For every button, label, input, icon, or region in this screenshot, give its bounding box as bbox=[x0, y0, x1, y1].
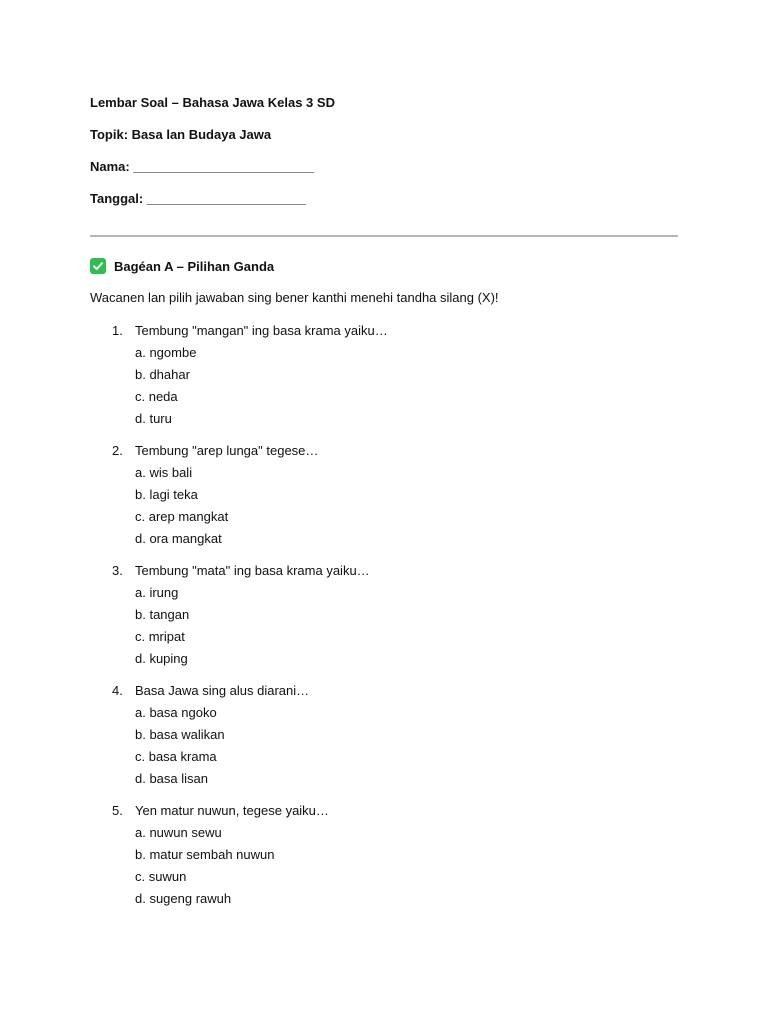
question-item bbox=[90, 563, 678, 673]
answer-option: b. dhahar bbox=[135, 367, 190, 382]
worksheet-title: Lembar Soal – Bahasa Jawa Kelas 3 SD bbox=[90, 95, 335, 110]
answer-option: b. basa walikan bbox=[135, 727, 225, 742]
question-item bbox=[90, 803, 678, 913]
instruction-text: Wacanen lan pilih jawaban sing bener kanthi menehi tandha silang (X)! bbox=[90, 290, 499, 305]
section-title: Bagéan A – Pilihan Ganda bbox=[114, 258, 275, 274]
answer-option: b. matur sembah nuwun bbox=[135, 847, 275, 862]
question-number: 4. bbox=[112, 683, 123, 698]
question-item bbox=[90, 683, 678, 793]
question-text: Basa Jawa sing alus diarani… bbox=[135, 683, 310, 698]
question-number: 5. bbox=[112, 803, 123, 818]
answer-option: d. kuping bbox=[135, 651, 188, 666]
answer-option: c. suwun bbox=[135, 869, 187, 884]
answer-option: a. nuwun sewu bbox=[135, 825, 222, 840]
question-item bbox=[90, 443, 678, 553]
answer-option: a. irung bbox=[135, 585, 179, 600]
answer-option: c. basa krama bbox=[135, 749, 217, 764]
answer-option: a. ngombe bbox=[135, 345, 197, 360]
question-item bbox=[90, 323, 678, 433]
topic-line: Topik: Basa lan Budaya Jawa bbox=[90, 127, 272, 142]
date-field-line: Tanggal: ______________________ bbox=[90, 191, 306, 206]
section-header bbox=[90, 257, 274, 275]
answer-option: b. lagi teka bbox=[135, 487, 198, 502]
answer-option: a. basa ngoko bbox=[135, 705, 217, 720]
answer-option: d. ora mangkat bbox=[135, 531, 222, 546]
answer-option: d. basa lisan bbox=[135, 771, 208, 786]
check-mark-icon bbox=[90, 258, 106, 274]
answer-option: d. turu bbox=[135, 411, 172, 426]
answer-option: b. tangan bbox=[135, 607, 190, 622]
question-text: Tembung "mata" ing basa krama yaiku… bbox=[135, 563, 370, 578]
name-field-line: Nama: _________________________ bbox=[90, 159, 315, 174]
answer-option: c. neda bbox=[135, 389, 178, 404]
question-text: Tembung "mangan" ing basa krama yaiku… bbox=[135, 323, 388, 338]
question-number: 3. bbox=[112, 563, 123, 578]
question-number: 1. bbox=[112, 323, 123, 338]
horizontal-divider bbox=[90, 235, 678, 237]
answer-option: d. sugeng rawuh bbox=[135, 891, 232, 906]
answer-option: c. arep mangkat bbox=[135, 509, 229, 524]
question-number: 2. bbox=[112, 443, 123, 458]
answer-option: c. mripat bbox=[135, 629, 185, 644]
question-text: Tembung "arep lunga" tegese… bbox=[135, 443, 319, 458]
answer-option: a. wis bali bbox=[135, 465, 193, 480]
question-text: Yen matur nuwun, tegese yaiku… bbox=[135, 803, 329, 818]
